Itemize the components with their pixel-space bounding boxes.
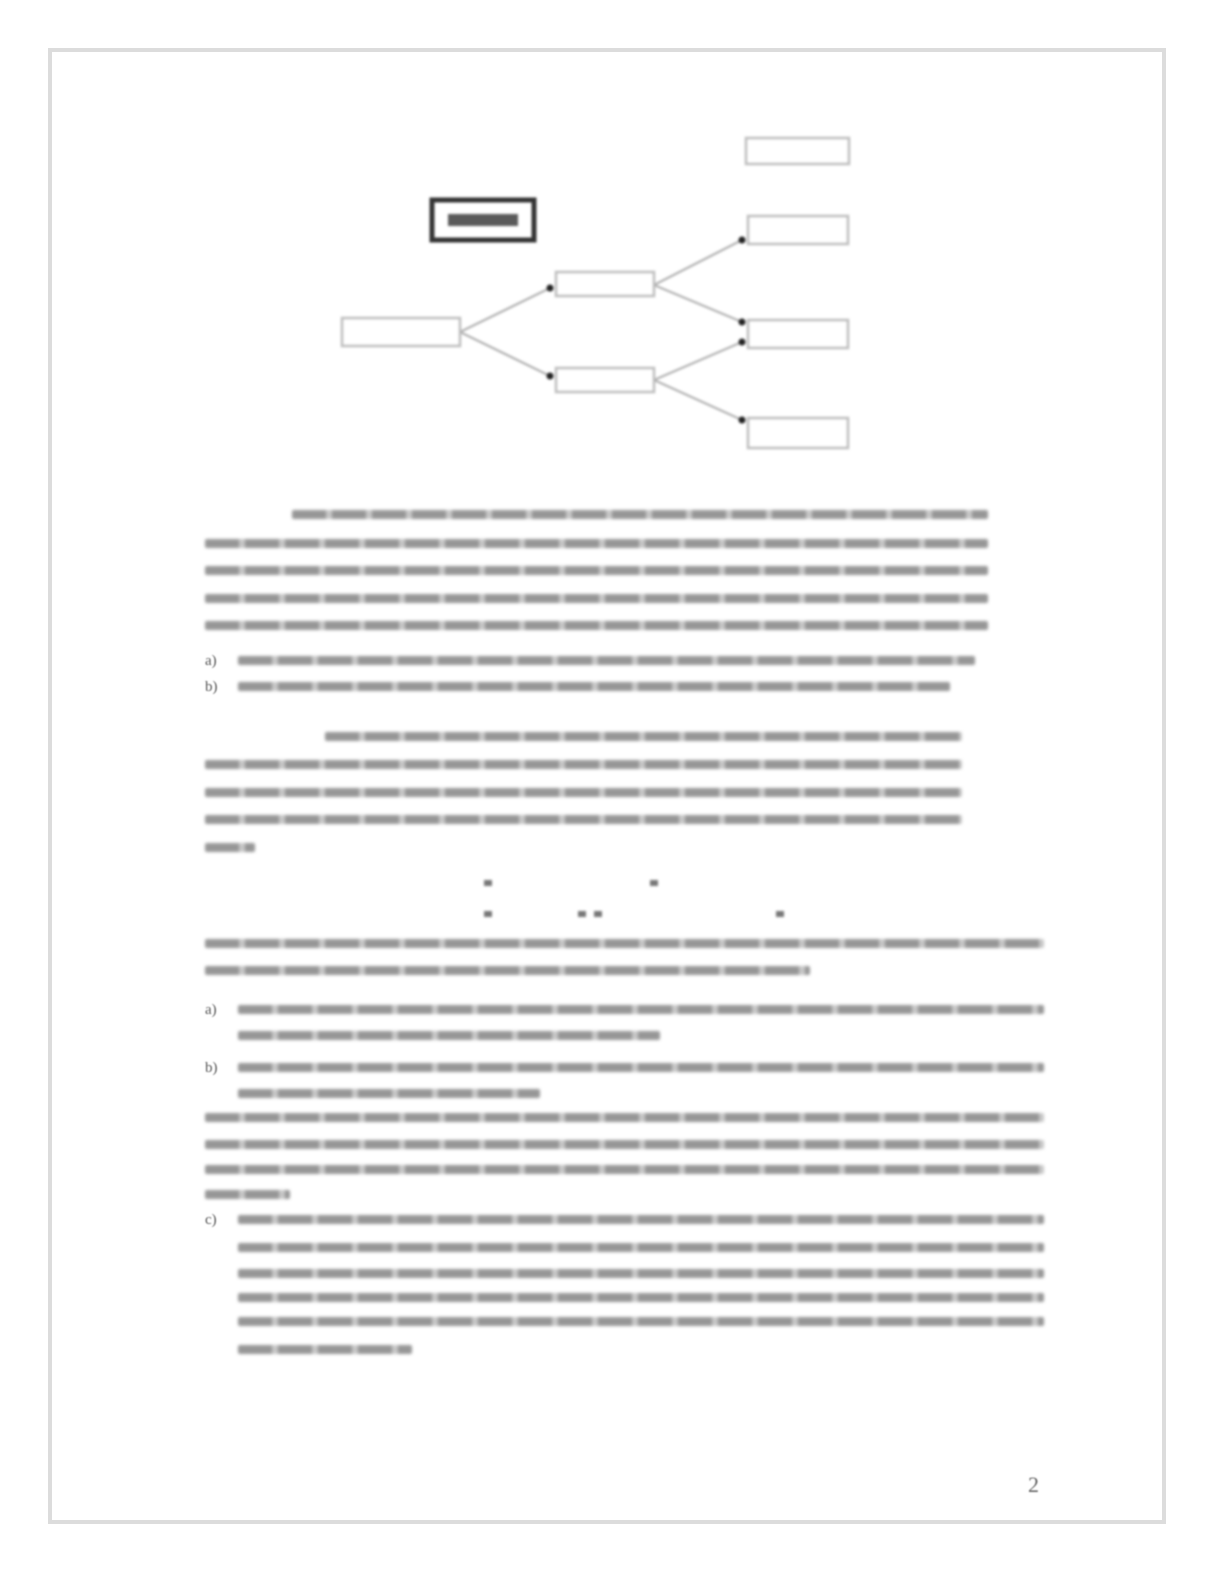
text-line [238, 1031, 660, 1040]
list-marker: c) [205, 1212, 217, 1228]
text-line [238, 1293, 1044, 1302]
text-line [238, 682, 950, 691]
diagram-node-dot [547, 373, 554, 380]
diagram-box-highlight-label [448, 214, 518, 226]
text-line [205, 788, 962, 797]
diagram-box-leaf-1 [748, 216, 848, 244]
text-line [205, 939, 1044, 948]
diagram-box-leaf-3 [748, 418, 848, 448]
formula-mark [650, 880, 658, 886]
text-line [205, 966, 810, 975]
page-number: 2 [1028, 1472, 1039, 1497]
text-line [238, 1243, 1044, 1252]
diagram-connector [460, 332, 550, 376]
list-marker: a) [205, 1002, 217, 1018]
text-line [205, 566, 988, 575]
diagram-connector [654, 380, 742, 420]
diagram-connector [460, 288, 550, 332]
text-line [292, 510, 988, 519]
text-line [238, 1005, 1044, 1014]
formula-mark [776, 911, 784, 917]
tree-diagram [0, 0, 1224, 480]
text-line [238, 1215, 1044, 1224]
text-line [205, 539, 988, 548]
diagram-connector [654, 285, 742, 322]
formula-mark [594, 911, 602, 917]
text-line [238, 1089, 540, 1098]
text-line [205, 815, 962, 824]
text-line [325, 732, 962, 741]
diagram-box-top-right [746, 138, 849, 164]
diagram-box-mid-upper [556, 272, 654, 296]
diagram-node-dot [739, 339, 746, 346]
diagram-node-dot [739, 417, 746, 424]
diagram-connector [654, 342, 742, 380]
text-line [205, 594, 988, 603]
text-line [205, 1165, 1044, 1174]
text-line [205, 1140, 1044, 1149]
formula-mark [484, 880, 492, 886]
list-marker: b) [205, 1060, 218, 1076]
diagram-node-dot [739, 319, 746, 326]
text-line [238, 1317, 1044, 1326]
text-line [205, 843, 255, 852]
list-marker: a) [205, 653, 217, 669]
text-line [205, 621, 988, 630]
formula-mark [484, 911, 492, 917]
diagram-box-leaf-2 [748, 320, 848, 348]
diagram-node-dot [739, 237, 746, 244]
text-line [238, 1345, 412, 1354]
text-line [205, 760, 962, 769]
diagram-box-root [342, 318, 460, 346]
text-line [238, 656, 975, 665]
text-line [238, 1269, 1044, 1278]
text-line [205, 1190, 290, 1199]
formula-mark [578, 911, 586, 917]
list-marker: b) [205, 679, 218, 695]
diagram-box-mid-lower [556, 368, 654, 392]
diagram-connector [654, 240, 742, 285]
text-line [205, 1113, 1044, 1122]
text-line [238, 1063, 1044, 1072]
diagram-node-dot [547, 285, 554, 292]
